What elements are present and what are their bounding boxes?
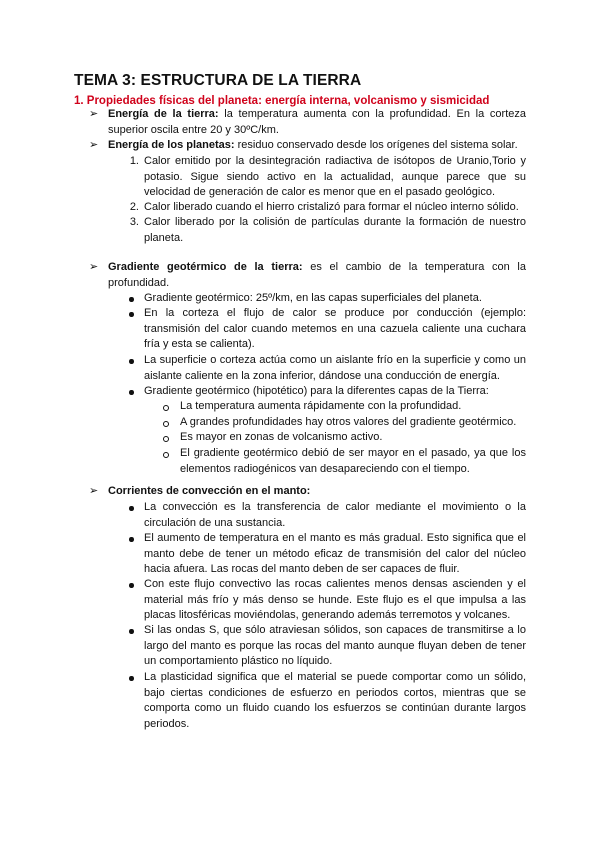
list-item: Calor liberado cuando el hierro cristalizó para formar el núcleo interno sólido. [144, 201, 519, 213]
energia-tierra-paragraph [108, 107, 526, 138]
page-title: TEMA 3: ESTRUCTURA DE LA TIERRA [74, 72, 362, 89]
corrientes-paragraph [108, 484, 526, 500]
sub-list-item: Es mayor en zonas de volcanismo activo. [180, 431, 383, 443]
bullet-dot-icon [129, 390, 134, 395]
bullet-circle-icon [163, 436, 169, 442]
sub-list-item: La temperatura aumenta rápidamente con la profundidad. [180, 400, 462, 412]
bullet-circle-icon [163, 452, 169, 458]
corrientes-label: Corrientes de convección en el manto: [108, 485, 311, 497]
bullet-dot-icon [129, 359, 134, 364]
energia-tierra-text: la temperatura aumenta con la profundidad. En la corteza superior oscila entre 20 y 30ºC/km. [108, 108, 526, 136]
list-item: Gradiente geotérmico (hipotético) para la diferentes capas de la Tierra: [144, 385, 489, 397]
list-item: En la corteza el flujo de calor se produce por conducción (ejemplo: transmisión del calor cuando metemos en una cazuela caliente una cuchara fría y esta se calienta). [144, 307, 526, 351]
energia-tierra-label: Energía de la tierra: [108, 108, 219, 120]
arrow-bullet-icon: ➢ [89, 261, 99, 273]
list-number: 2. [129, 201, 139, 213]
bullet-dot-icon [129, 629, 134, 634]
energia-planetas-text: residuo conservado desde los orígenes del sistema solar. [234, 139, 518, 151]
arrow-bullet-icon: ➢ [89, 108, 99, 120]
bullet-dot-icon [129, 297, 134, 302]
sub-list-item: A grandes profundidades hay otros valores del gradiente geotérmico. [180, 416, 517, 428]
gradiente-paragraph [108, 260, 526, 291]
bullet-dot-icon [129, 312, 134, 317]
list-number: 1. [129, 155, 139, 167]
arrow-bullet-icon: ➢ [89, 139, 99, 151]
list-item: La convección es la transferencia de calor mediante el movimiento o la circulación de una sustancia. [144, 501, 526, 529]
gradiente-text: es el cambio de la temperatura con la profundidad. [108, 261, 526, 289]
bullet-dot-icon [129, 583, 134, 588]
list-item: Calor emitido por la desintegración radiactiva de isótopos de Uranio,Torio y potasio. Sigue siendo activo en la actualidad, aunque parece que su velocidad de generación de calor es menor que en el pasado geológico. [144, 155, 526, 199]
energia-planetas-paragraph [108, 138, 526, 154]
bullet-dot-icon [129, 506, 134, 511]
bullet-circle-icon [163, 405, 169, 411]
arrow-bullet-icon: ➢ [89, 485, 99, 497]
bullet-dot-icon [129, 537, 134, 542]
bullet-circle-icon [163, 421, 169, 427]
list-item: La plasticidad significa que el material se puede comportar como un sólido, bajo ciertas condiciones de esfuerzo en periodos cortos, mientras que se comporta como un fluido cuando los esfuerzos se continúan durante largos periodos. [144, 671, 526, 730]
section-heading: 1. Propiedades físicas del planeta: energía interna, volcanismo y sismicidad [74, 95, 490, 107]
list-item: Gradiente geotérmico: 25º/km, en las capas superficiales del planeta. [144, 292, 482, 304]
gradiente-label: Gradiente geotérmico de la tierra: [108, 261, 303, 273]
list-item: El aumento de temperatura en el manto es más gradual. Esto significa que el manto debe de tener un método eficaz de transmisión del calor del núcleo hacia afuera. Las rocas del manto deben de ser capaces de fluir. [144, 532, 526, 576]
list-item: La superficie o corteza actúa como un aislante frío en la superficie y como un aislante caliente en la zona inferior, dándose una conducción de energía. [144, 354, 526, 382]
energia-planetas-label: Energía de los planetas: [108, 139, 235, 151]
list-item: Calor liberado por la colisión de partículas durante la formación de nuestro planeta. [144, 216, 526, 244]
sub-list-item: El gradiente geotérmico debió de ser mayor en el pasado, ya que los elementos radiogénicos van desapareciendo con el tiempo. [180, 447, 526, 475]
list-item: Si las ondas S, que sólo atraviesan sólidos, son capaces de transmitirse a lo largo del manto es porque las rocas del manto aunque fluyan deben de tener un comportamiento plástico no líquido. [144, 624, 526, 668]
bullet-dot-icon [129, 676, 134, 681]
list-item: Con este flujo convectivo las rocas calientes menos densas ascienden y el material más frío y más denso se hunde. Este flujo es el que impulsa a las placas litosféricas moviéndolas, generando además terremotos y volcanes. [144, 578, 526, 622]
list-number: 3. [129, 216, 139, 228]
